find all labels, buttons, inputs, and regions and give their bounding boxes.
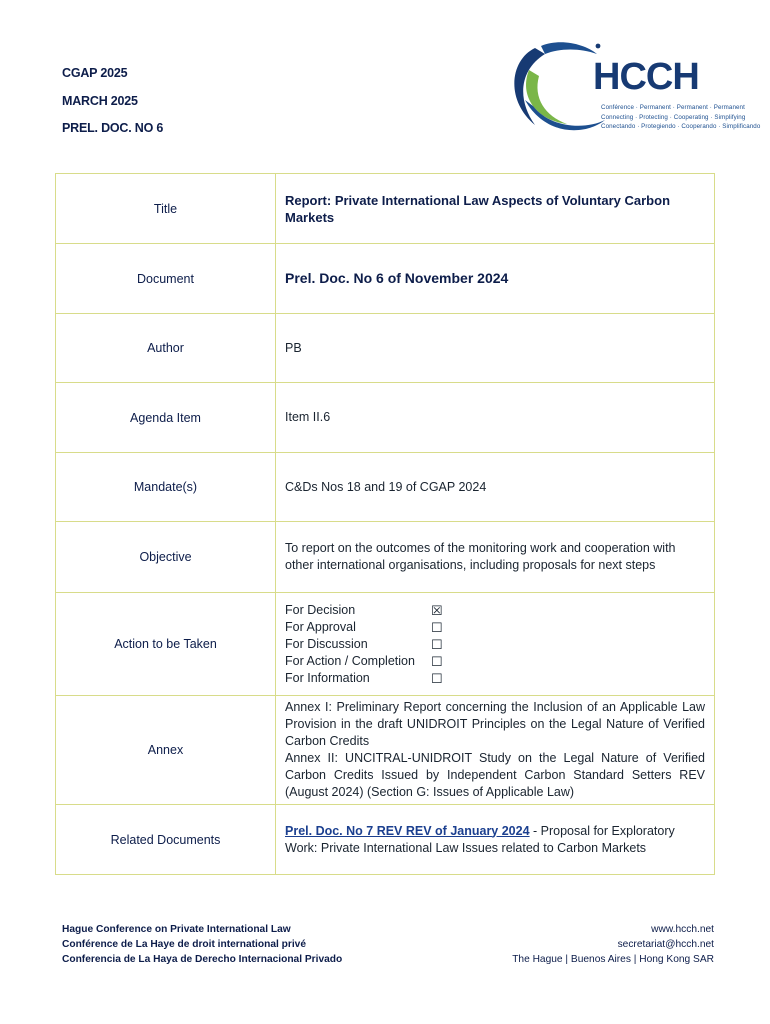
action-approval-label: For Approval xyxy=(285,619,356,634)
footer-org-fr: Conférence de La Haye de droit international privé xyxy=(62,939,306,950)
table-row xyxy=(56,593,715,696)
checkbox-completion[interactable]: ☐ xyxy=(431,653,443,669)
action-discussion-label: For Discussion xyxy=(285,636,368,651)
row-value-objective: To report on the outcomes of the monitoring work and cooperation with other international organisations, including proposals for next steps xyxy=(276,522,715,593)
row-label-mandates: Mandate(s) xyxy=(56,453,276,522)
checkbox-discussion[interactable]: ☐ xyxy=(431,636,443,652)
hcch-logo xyxy=(505,40,761,140)
row-value-document: Prel. Doc. No 6 of November 2024 xyxy=(276,244,715,314)
row-value-mandates: C&Ds Nos 18 and 19 of CGAP 2024 xyxy=(276,453,715,522)
meta-meeting: CGAP 2025 xyxy=(62,66,128,80)
footer-org-en: Hague Conference on Private International Law xyxy=(62,924,291,935)
meta-doc-number: PREL. DOC. NO 6 xyxy=(62,121,164,135)
row-value-related xyxy=(276,805,715,875)
related-doc-text: - Proposal for Exploratory Work: Private International Law Issues related to Carbon Markets xyxy=(285,823,675,855)
row-label-title: Title xyxy=(56,174,276,244)
row-value-author: PB xyxy=(276,314,715,383)
table-row xyxy=(56,696,715,805)
checkbox-approval[interactable]: ☐ xyxy=(431,619,443,635)
footer-email-link[interactable]: secretariat@hcch.net xyxy=(617,939,714,950)
action-decision-label: For Decision xyxy=(285,602,356,617)
row-label-objective: Objective xyxy=(56,522,276,593)
document-meta xyxy=(62,66,163,135)
table-row xyxy=(56,174,715,244)
annex-1: Annex I: Preliminary Report concerning the Inclusion of an Applicable Law Provision in the draft UNIDROIT Principles on the Legal Nature of Verified Carbon Credits xyxy=(285,700,705,748)
row-value-agenda-item: Item II.6 xyxy=(276,383,715,453)
meta-date: MARCH 2025 xyxy=(62,94,138,108)
row-value-action xyxy=(276,593,715,696)
footer-website-link[interactable]: www.hcch.net xyxy=(651,924,714,935)
row-label-author: Author xyxy=(56,314,276,383)
row-label-annex: Annex xyxy=(56,696,276,805)
checkbox-information[interactable]: ☐ xyxy=(431,670,443,686)
table-row xyxy=(56,314,715,383)
footer-org-names xyxy=(62,922,342,967)
row-label-document: Document xyxy=(56,244,276,314)
table-row xyxy=(56,244,715,314)
table-row xyxy=(56,383,715,453)
row-label-related: Related Documents xyxy=(56,805,276,875)
row-value-title: Report: Private International Law Aspects of Voluntary Carbon Markets xyxy=(276,174,715,244)
row-label-agenda-item: Agenda Item xyxy=(56,383,276,453)
footer-org-es: Conferencia de La Haya de Derecho Internacional Privado xyxy=(62,954,343,965)
row-value-annex xyxy=(276,696,715,805)
table-row xyxy=(56,453,715,522)
cover-sheet-table xyxy=(55,173,715,875)
logo-tagline-2: Connecting · Protecting · Cooperating · Simplifying xyxy=(601,114,746,121)
logo-wordmark: HCCH xyxy=(593,56,699,98)
related-doc-link[interactable]: Prel. Doc. No 7 REV REV of January 2024 xyxy=(285,823,530,838)
action-information-label: For Information xyxy=(285,670,370,685)
table-row xyxy=(56,805,715,875)
logo-tagline-3: Conectando · Protegiendo · Cooperando · Simplificando xyxy=(601,123,761,130)
checkbox-decision[interactable]: ☒ xyxy=(431,602,443,618)
row-label-action: Action to be Taken xyxy=(56,593,276,696)
action-checklist xyxy=(285,602,705,687)
logo-tagline-1: Conférence · Permanent · Permanent · Permanent xyxy=(601,104,745,111)
action-completion-label: For Action / Completion xyxy=(285,653,415,668)
footer-contact xyxy=(512,922,714,967)
annex-2: Annex II: UNCITRAL-UNIDROIT Study on the Legal Nature of Verified Carbon Credits Issued by Independent Carbon Standard Setters REV (August 2024) (Section G: Issues of Applicable Law) xyxy=(285,751,705,799)
table-row xyxy=(56,522,715,593)
footer-offices: The Hague | Buenos Aires | Hong Kong SAR xyxy=(512,954,714,965)
